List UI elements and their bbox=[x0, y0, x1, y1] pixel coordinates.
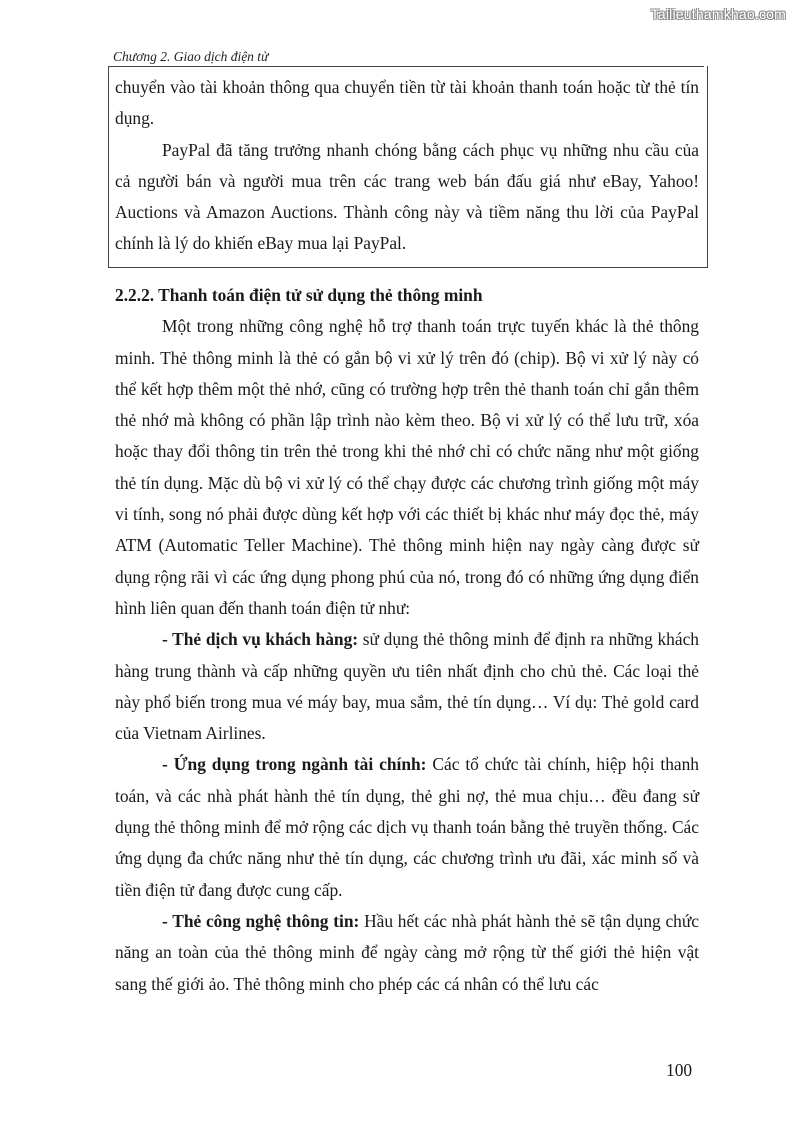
box-paragraph-1: chuyển vào tài khoản thông qua chuyển tiền từ tài khoản thanh toán hoặc từ thẻ tín dụng. bbox=[115, 77, 699, 129]
section-body bbox=[115, 280, 699, 1000]
section-intro-paragraph: Một trong những công nghệ hỗ trợ thanh toán trực tuyến khác là thẻ thông minh. Thẻ thông minh là thẻ có gắn bộ vi xử lý trên đó (chip). Bộ vi xử lý này có thể kết hợp thêm một thẻ nhớ, cũng có trường hợp trên thẻ thanh toán chỉ gắn thêm thẻ nhớ mà không có phần lập trình nào kèm theo. Bộ vi xử lý có thể lưu trữ, xóa hoặc thay đổi thông tin trên thẻ trong khi thẻ nhớ chỉ có chức năng như một giống thẻ tín dụng. Mặc dù bộ vi xử lý có thể chạy được các chương trình giống một máy vi tính, song nó phải được dùng kết hợp với các thiết bị khác như máy đọc thẻ, máy ATM (Automatic Teller Machine). Thẻ thông minh hiện nay ngày càng được sử dụng rộng rãi vì các ứng dụng phong phú của nó, trong đó có những ứng dụng điển hình liên quan đến thanh toán điện tử như: bbox=[115, 316, 699, 618]
running-header: Chương 2. Giao dịch điện tử bbox=[113, 49, 269, 64]
list-item-text: sử dụng thẻ thông minh để định ra những khách hàng trung thành và cấp những quyền ưu tiên nhất định cho chủ thẻ. Các loại thẻ này phổ biến trong mua vé máy bay, mua sắm, thẻ tín dụng… Ví dụ: Thẻ gold card của Vietnam Airlines. bbox=[115, 629, 700, 744]
list-item-term: - Thẻ công nghệ thông tin: bbox=[162, 910, 360, 931]
list-item-text: Các tổ chức tài chính, hiệp hội thanh toán, và các nhà phát hành thẻ tín dụng, thẻ ghi nợ, thẻ mua chịu… đều đang sử dụng thẻ thông minh để mở rộng các dịch vụ thanh toán bằng thẻ truyền thống. Các ứng dụng đa chức năng như thẻ tín dụng, các chương trình ưu đãi, xác minh số và tiền điện tử đang được cung cấp. bbox=[115, 754, 700, 900]
list-item-it-card bbox=[115, 906, 699, 1000]
list-item-term: - Thẻ dịch vụ khách hàng: bbox=[162, 629, 359, 650]
box-paragraph-2: PayPal đã tăng trưởng nhanh chóng bằng cách phục vụ những nhu cầu của cả người bán và người mua trên các trang web bán đấu giá như eBay, Yahoo! Auctions và Amazon Auctions. Thành công này và tiềm năng thu lời của PayPal chính là lý do khiến eBay mua lại PayPal. bbox=[115, 139, 699, 254]
list-item-finance-application bbox=[115, 749, 699, 905]
list-item-customer-service-card bbox=[115, 624, 699, 749]
list-item-text: Hầu hết các nhà phát hành thẻ sẽ tận dụng chức năng an toàn của thẻ thông minh để ngày càng mở rộng từ thế giới thẻ hiện vật sang thế giới ảo. Thẻ thông minh cho phép các cá nhân có thể lưu các bbox=[115, 910, 700, 994]
watermark: Tailieuthamkhao.com bbox=[650, 6, 786, 22]
section-heading: 2.2.2. Thanh toán điện tử sử dụng thẻ thông minh bbox=[115, 285, 483, 305]
list-item-term: - Ứng dụng trong ngành tài chính: bbox=[162, 754, 427, 775]
boxed-continuation-text bbox=[115, 72, 699, 260]
page-number: 100 bbox=[666, 1060, 693, 1080]
